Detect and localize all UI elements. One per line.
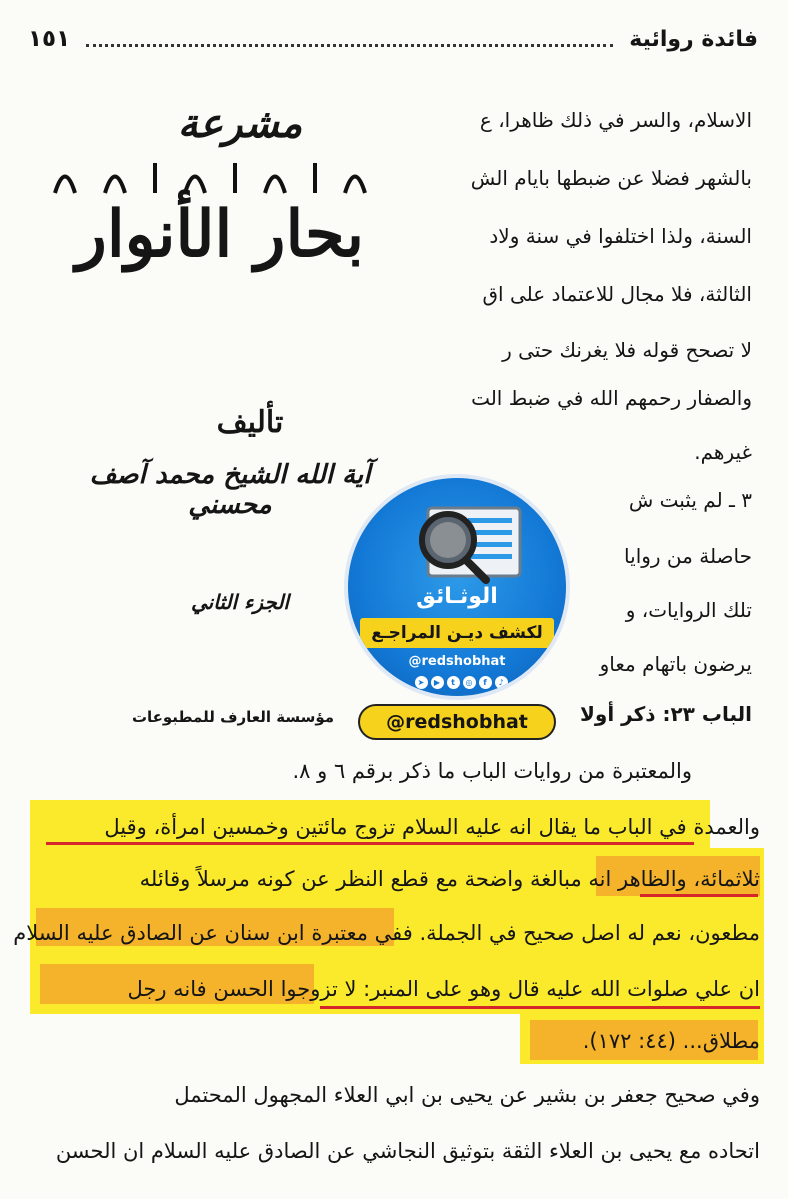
- underline-red: [640, 894, 758, 897]
- author-label: تأليف: [216, 405, 284, 440]
- document-search-icon: [398, 500, 528, 586]
- page-number: ١٥١: [28, 26, 71, 52]
- facebook-icon: f: [479, 676, 492, 689]
- text-line: الثالثة، فلا مجال للاعتماد على اق: [482, 282, 752, 306]
- telegram-icon: ➤: [415, 676, 428, 689]
- header-dotted-leader: [86, 44, 613, 47]
- author-name: آية الله الشيخ محمد آصف محسني: [89, 460, 371, 520]
- text-line: بالشهر فضلا عن ضبطها بايام الش: [470, 166, 752, 190]
- underline-red: [320, 1006, 760, 1009]
- text-line: والمعتبرة من روايات الباب ما ذكر برقم ٦ و ٨.: [292, 759, 692, 783]
- text-line: تلك الروايات، و: [625, 598, 752, 622]
- book-title-small: مشرعة: [177, 100, 303, 147]
- chapter-title: فائدة روائية: [629, 26, 758, 52]
- twitter-icon: t: [447, 676, 460, 689]
- tiktok-icon: ♪: [495, 676, 508, 689]
- page-header: [28, 18, 758, 60]
- text-line: غيرهم.: [694, 440, 752, 464]
- book-title-calligraphy: [50, 195, 390, 275]
- text-line: والصفار رحمهم الله في ضبط الت: [471, 386, 752, 410]
- volume-label: الجزء الثاني: [191, 590, 289, 614]
- channel-logo: [340, 474, 576, 740]
- text-line: اتحاده مع يحيى بن العلاء الثقة بتوثيق النجاشي عن الصادق عليه السلام ان الحسن: [55, 1139, 760, 1163]
- chapter-heading-line: الباب ٢٣: ذكر أولا: [580, 702, 752, 726]
- text-line: يرضون باتهام معاو: [599, 652, 752, 676]
- calligraphy-ornament-icon: [45, 155, 395, 195]
- text-line: مطعون، نعم له اصل صحيح في الجملة. ففي معتبرة ابن سنان عن الصادق عليه السلام: [13, 921, 760, 945]
- text-line: حاصلة من روايا: [624, 544, 752, 568]
- book-title-big: بحار الأنوار: [75, 197, 365, 272]
- logo-handle-pill: @redshobhat: [358, 704, 556, 740]
- youtube-icon: ▶: [431, 676, 444, 689]
- text-line: والعمدة في الباب ما يقال انه عليه السلام تزوج مائتين وخمسين امرأة، وقيل: [104, 815, 760, 839]
- text-line: السنة، ولذا اختلفوا في سنة ولاد: [489, 224, 752, 248]
- text-line: ان علي صلوات الله عليه قال وهو على المنبر: لا تزوجوا الحسن فانه رجل: [127, 977, 760, 1001]
- social-icons: [408, 676, 514, 689]
- instagram-icon: ◎: [463, 676, 476, 689]
- text-line: لا تصحح قوله فلا يغرنك حتى ر: [502, 338, 752, 362]
- text-line: وفي صحيح جعفر بن بشير عن يحيى بن ابي العلاء المجهول المحتمل: [174, 1083, 760, 1107]
- logo-disc: [344, 474, 570, 700]
- logo-name: الوثـائق: [416, 584, 498, 609]
- text-line: الاسلام، والسر في ذلك ظاهرا، ع: [479, 108, 752, 132]
- publisher-name: مؤسسة العارف للمطبوعات: [131, 708, 335, 726]
- text-line: مطلاق... (٤٤: ١٧٢).: [582, 1029, 760, 1053]
- underline-red: [46, 842, 694, 845]
- text-line: ٣ ـ لم يثبت ش: [628, 488, 752, 512]
- logo-handle: @redshobhat: [408, 654, 506, 669]
- logo-tagline: لكشف ديـن المراجـع: [360, 618, 554, 648]
- text-line: ثلاثمائة، والظاهر انه مبالغة واضحة مع قطع النظر عن كونه مرسلاً وقائله: [139, 867, 760, 891]
